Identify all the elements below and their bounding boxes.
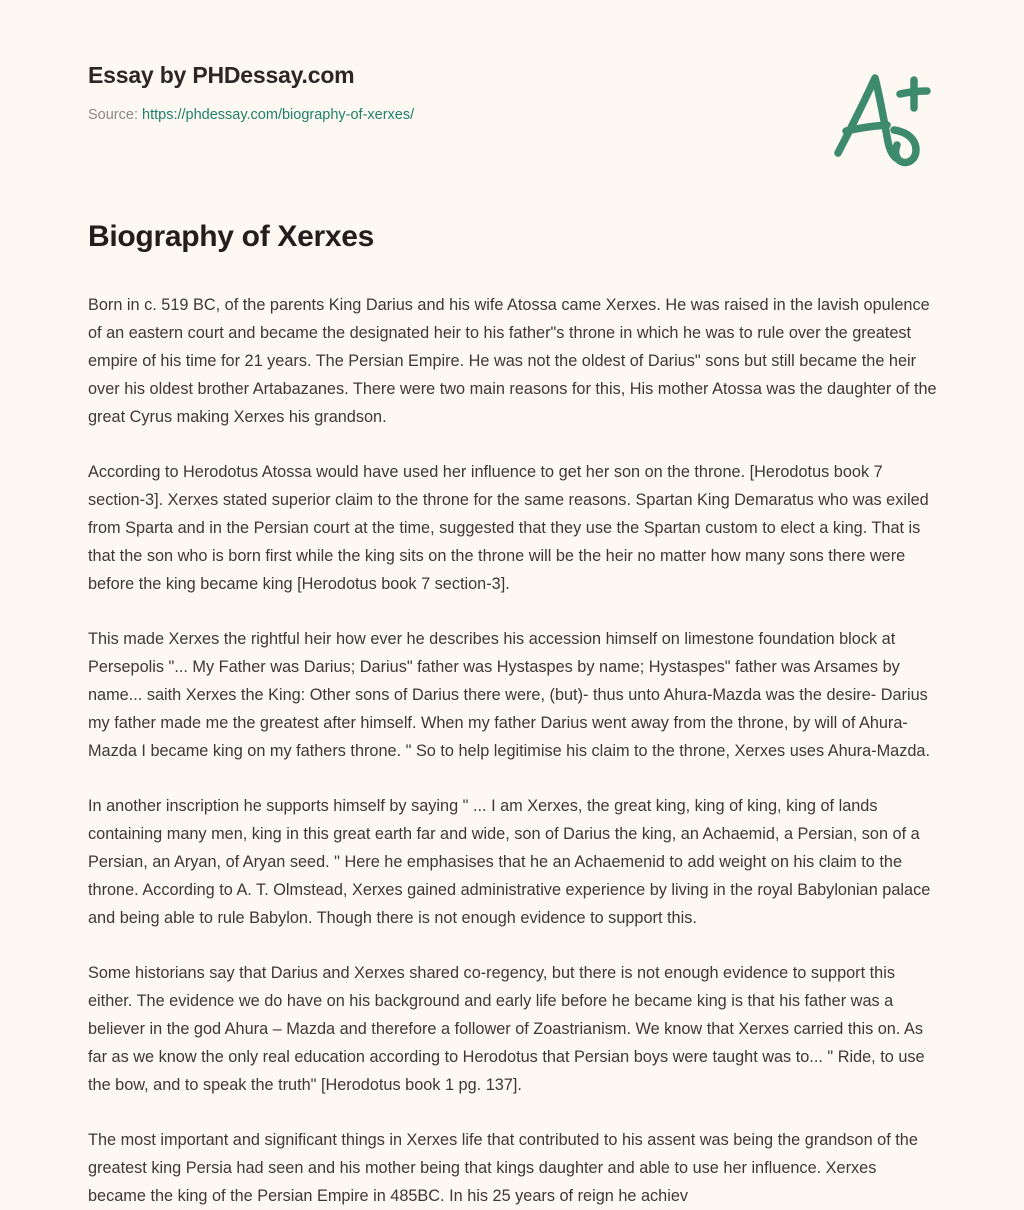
page-title: Biography of Xerxes bbox=[88, 220, 375, 253]
article bbox=[88, 218, 938, 1210]
site-brand-title: Essay by PHDessay.com bbox=[88, 62, 355, 88]
paragraph: Born in c. 519 BC, of the parents King Darius and his wife Atossa came Xerxes. He was raised in the lavish opulence of an eastern court and became the designated heir to his father"s throne in which he was to rule over the greatest empire of his time for 21 years. The Persian Empire. He was not the oldest of Darius" sons but still became the heir over his oldest brother Artabazanes. There were two main reasons for this, His mother Atossa was the daughter of the great Cyrus making Xerxes his grandson. bbox=[88, 295, 937, 426]
paragraph: This made Xerxes the rightful heir how ever he describes his accession himself on limestone foundation block at Persepolis "... My Father was Darius; Darius" father was Hystaspes by name; Hystaspes" father was Arsames by name... saith Xerxes the King: Other sons of Darius there were, (but)- thus unto Ahura-Mazda was the desire- Darius my father made me the greatest after himself. When my father Darius went away from the throne, by will of Ahura-Mazda I became king on my fathers throne. " So to help legitimise his claim to the throne, Xerxes uses Ahura-Mazda. bbox=[88, 629, 930, 760]
paragraph: Some historians say that Darius and Xerxes shared co-regency, but there is not enough evidence to support this either. The evidence we do have on his background and early life before he became king is that his father was a believer in the god Ahura – Mazda and therefore a follower of Zoastrianism. We know that Xerxes carried this on. As far as we know the only real education according to Herodotus that Persian boys were taught was to... " Ride, to use the bow, and to speak the truth" [Herodotus book 1 pg. 137]. bbox=[88, 963, 925, 1094]
masthead bbox=[88, 62, 788, 124]
paragraph: The most important and significant things in Xerxes life that contributed to his assent was being the grandson of the greatest king Persia had seen and his mother being that kings daughter and able to use her influence. Xerxes became the king of the Persian Empire in 485BC. In his 25 years of reign he achiev bbox=[88, 1130, 918, 1205]
a-plus-logo bbox=[826, 58, 946, 178]
article-body bbox=[88, 291, 938, 1210]
paragraph: In another inscription he supports himself by saying " ... I am Xerxes, the great king, king of king, king of lands containing many men, king in this great earth far and wide, son of Darius the king, an Achaemid, a Persian, son of a Persian, an Aryan, of Aryan seed. " Here he emphasises that he an Achaemenid to add weight on his claim to the throne. According to A. T. Olmstead, Xerxes gained administrative experience by living in the royal Babylonian palace and being able to rule Babylon. Though there is not enough evidence to support this. bbox=[88, 796, 931, 927]
source-label: Source: bbox=[88, 106, 138, 123]
source-line bbox=[88, 107, 788, 124]
source-url-link[interactable]: https://phdessay.com/biography-of-xerxes/ bbox=[142, 106, 415, 123]
paragraph: According to Herodotus Atossa would have used her influence to get her son on the throne. [Herodotus book 7 section-3]. Xerxes stated superior claim to the throne for the same reasons. Spartan King Demaratus who was exiled from Sparta and in the Persian court at the time, suggested that they use the Spartan custom to elect a king. That is that the son who is born first while the king sits on the throne will be the heir no matter how many sons there were before the king became king [Herodotus book 7 section-3]. bbox=[88, 462, 929, 593]
